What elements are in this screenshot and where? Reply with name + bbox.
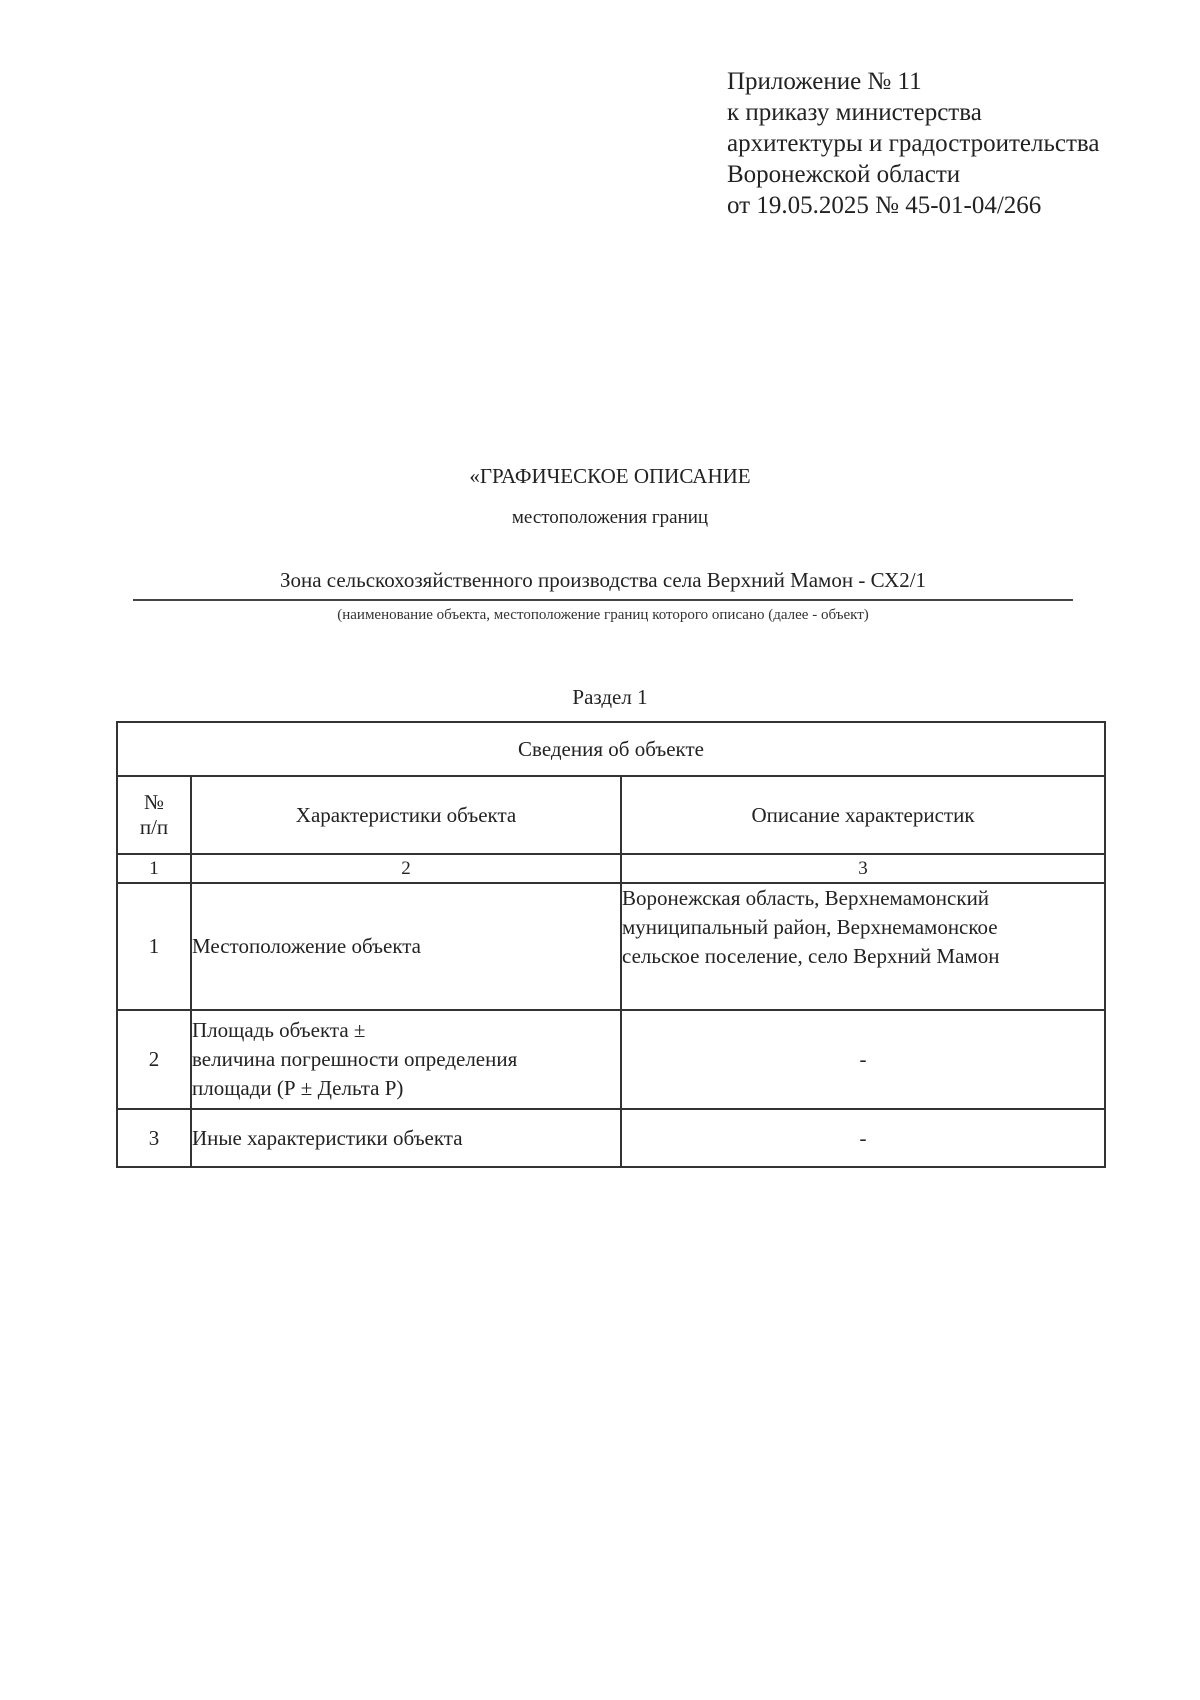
row-description-line: сельское поселение, село Верхний Мамон <box>622 944 1000 968</box>
table-row <box>117 883 1105 1010</box>
document-title: «ГРАФИЧЕСКОЕ ОПИСАНИЕ <box>469 464 751 488</box>
table-row <box>117 1010 1105 1109</box>
object-name: Зона сельскохозяйственного производства села Верхний Мамон - СХ2/1 <box>279 568 927 592</box>
row-characteristic <box>191 1109 621 1167</box>
row-characteristic-line: Площадь объекта ± <box>192 1018 366 1042</box>
row-number: 3 <box>117 1109 191 1167</box>
table-title: Сведения об объекте <box>117 722 1105 776</box>
object-info-table <box>116 721 1106 1168</box>
column-number: 1 <box>117 854 191 883</box>
row-description <box>621 883 1105 1010</box>
header-characteristics: Характеристики объекта <box>191 776 621 854</box>
appendix-header-line: архитектуры и градостроительства <box>727 130 1100 157</box>
table-row <box>117 1109 1105 1167</box>
section-title: Раздел 1 <box>572 685 648 709</box>
row-characteristic-line: площади (Р ± Дельта Р) <box>192 1076 404 1100</box>
appendix-header-line: Воронежской области <box>727 161 961 188</box>
appendix-header <box>727 66 1099 221</box>
table-title-row <box>117 722 1105 776</box>
column-numbers-row <box>117 854 1105 883</box>
header-num <box>117 776 191 854</box>
appendix-header-line: Приложение № 11 <box>727 68 922 95</box>
header-description: Описание характеристик <box>621 776 1105 854</box>
row-number: 2 <box>117 1010 191 1109</box>
appendix-header-line: к приказу министерства <box>727 99 982 126</box>
object-underline <box>133 599 1073 601</box>
table-header-row <box>117 776 1105 854</box>
row-characteristic-line: Иные характеристики объекта <box>192 1125 463 1150</box>
row-characteristic <box>191 1010 621 1109</box>
row-description-line: муниципальный район, Верхнемамонское <box>622 915 998 939</box>
column-number: 2 <box>191 854 621 883</box>
header-num-line1: № <box>143 790 165 814</box>
row-number: 1 <box>117 883 191 1010</box>
object-caption: (наименование объекта, местоположение границ которого описано (далее - объект) <box>337 607 869 623</box>
appendix-header-line: от 19.05.2025 № 45-01-04/266 <box>727 192 1042 219</box>
document-subtitle: местоположения границ <box>511 507 709 528</box>
row-description: - <box>621 1109 1105 1167</box>
row-description: - <box>621 1010 1105 1109</box>
header-num-line2: п/п <box>139 815 169 839</box>
row-characteristic-line: величина погрешности определения <box>192 1047 518 1071</box>
row-description-line: Воронежская область, Верхнемамонский <box>622 886 990 910</box>
row-characteristic-line: Местоположение объекта <box>192 934 422 958</box>
column-number: 3 <box>621 854 1105 883</box>
row-characteristic <box>191 883 621 1010</box>
